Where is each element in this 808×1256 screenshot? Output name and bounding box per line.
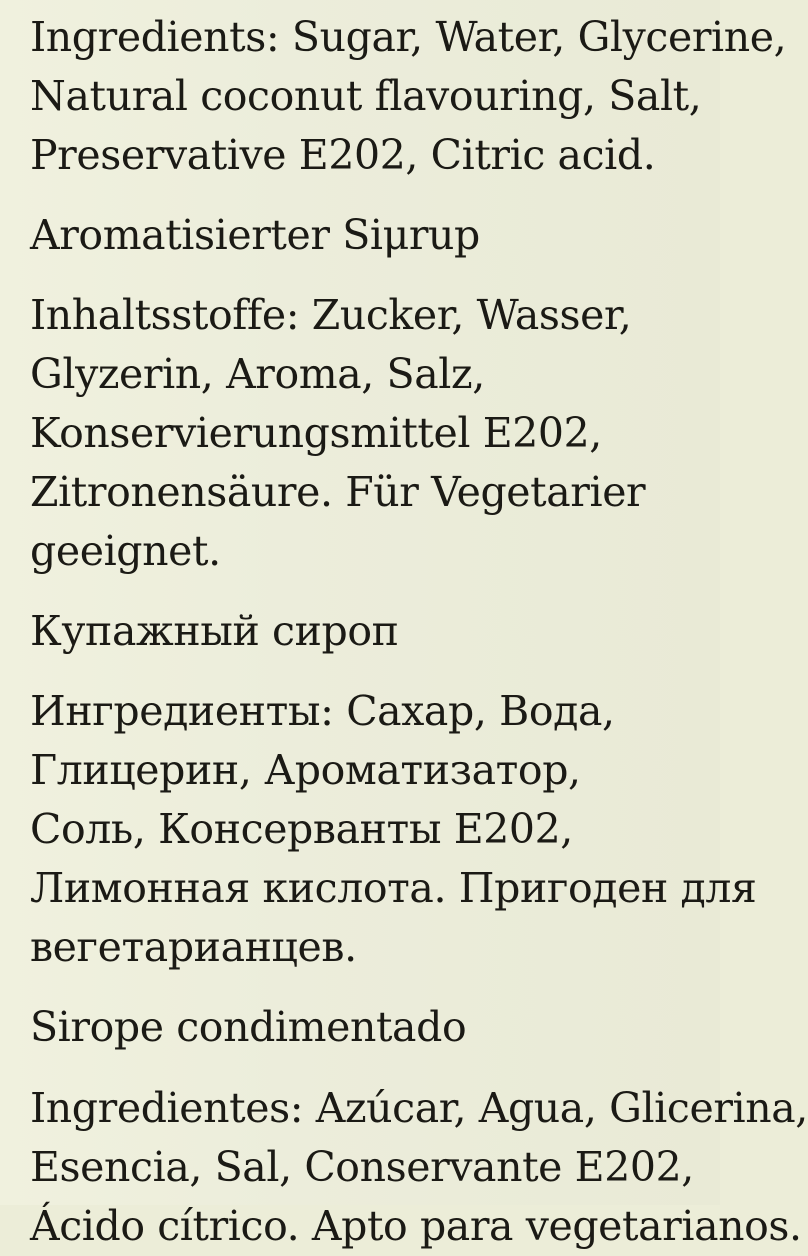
text-line: Ingredientes: Azúcar, Agua, Glicerina, — [30, 1083, 808, 1132]
text-line: Konservierungsmittel E202, — [30, 409, 602, 458]
text-line: Ingredients: Sugar, Water, Glycerine, — [30, 13, 787, 61]
english-ingredients — [30, 8, 787, 185]
section-heading: Купажный сироп — [30, 607, 399, 656]
russian-title — [30, 602, 710, 661]
text-line: Ингредиенты: Сахар, Вода, — [30, 687, 615, 736]
text-line: Ácido cítrico. Apto para vegetarianos. — [30, 1201, 802, 1250]
text-line: Соль, Консерванты E202, — [30, 805, 573, 854]
text-line: Glyzerin, Aroma, Salz, — [30, 350, 485, 399]
german-title — [30, 206, 710, 265]
text-line: Лимонная кислота. Пригоден для — [30, 864, 757, 913]
russian-ingredients — [30, 682, 757, 977]
text-line: Глицерин, Ароматизатор, — [30, 746, 581, 795]
text-line: Zitronensäure. Für Vegetarier — [30, 468, 646, 517]
text-line: Natural coconut flavouring, Salt, — [30, 72, 702, 121]
text-line: вегетарианцев. — [30, 923, 357, 972]
section-heading: Sirope condimentado — [30, 1003, 467, 1052]
german-ingredients — [30, 286, 710, 581]
text-line: Esencia, Sal, Conservante E202, — [30, 1142, 694, 1191]
spanish-ingredients — [30, 1079, 808, 1256]
spanish-title — [30, 998, 710, 1057]
text-line: Inhaltsstoffe: Zucker, Wasser, — [30, 291, 632, 340]
text-line: geeignet. — [30, 527, 221, 576]
text-line: Preservative E202, Citric acid. — [30, 131, 656, 180]
section-heading: Aromatisierter Siμrup — [30, 211, 480, 260]
